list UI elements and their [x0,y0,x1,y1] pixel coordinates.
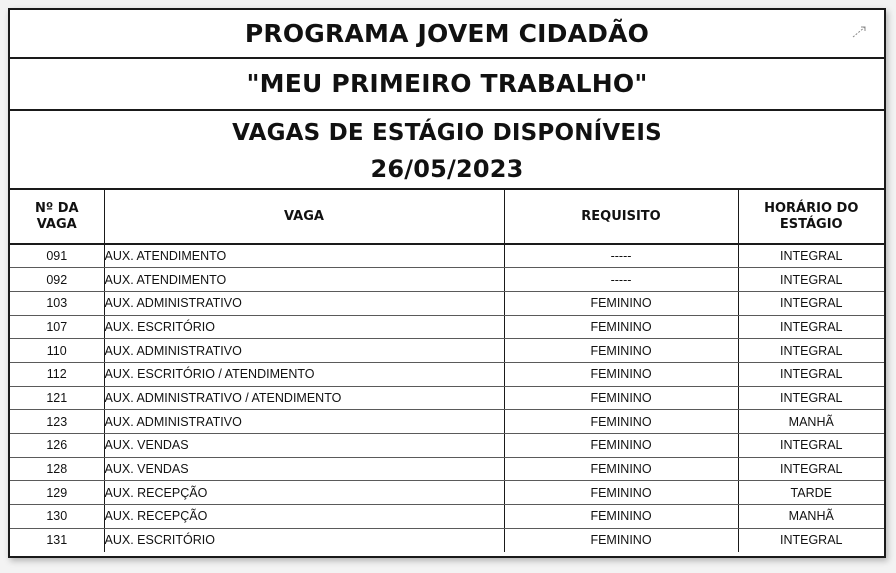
vacancy-title: AUX. ADMINISTRATIVO [104,410,504,434]
column-header-number-line2: VAGA [36,216,77,232]
table-row [10,481,884,505]
vacancy-requirement: FEMININO [504,291,738,315]
vacancy-requirement: FEMININO [504,362,738,386]
vacancy-title: AUX. ADMINISTRATIVO / ATENDIMENTO [104,386,504,410]
vacancy-requirement: ----- [504,244,738,268]
table-row [10,434,884,458]
vacancy-number: 103 [10,291,104,315]
vacancy-requirement: FEMININO [504,339,738,363]
vacancy-schedule: INTEGRAL [738,457,884,481]
table-row [10,386,884,410]
vacancy-title: AUX. ESCRITÓRIO / ATENDIMENTO [104,362,504,386]
vacancy-requirement: FEMININO [504,457,738,481]
column-header-horario [738,190,884,244]
vacancy-title: AUX. RECEPÇÃO [104,505,504,529]
vacancy-title: AUX. RECEPÇÃO [104,481,504,505]
vacancy-number: 126 [10,434,104,458]
table-row [10,339,884,363]
vacancy-schedule: INTEGRAL [738,339,884,363]
vacancy-number: 123 [10,410,104,434]
vacancy-title: AUX. ESCRITÓRIO [104,528,504,552]
vacancy-requirement: FEMININO [504,386,738,410]
vacancy-title: AUX. ESCRITÓRIO [104,315,504,339]
program-title: PROGRAMA JOVEM CIDADÃO [244,19,650,48]
table-row [10,362,884,386]
vacancy-requirement: FEMININO [504,410,738,434]
table-header-row [10,190,884,244]
column-header-horario-line2: ESTÁGIO [779,216,843,232]
vacancy-requirement: FEMININO [504,315,738,339]
program-subtitle: "MEU PRIMEIRO TRABALHO" [246,69,648,98]
table-row [10,505,884,529]
table-row [10,528,884,552]
vacancy-requirement: FEMININO [504,434,738,458]
vacancy-title: AUX. ATENDIMENTO [104,268,504,292]
vacancy-requirement: FEMININO [504,481,738,505]
vacancy-schedule: TARDE [738,481,884,505]
vacancies-heading: VAGAS DE ESTÁGIO DISPONÍVEIS [232,120,662,146]
column-header-number [10,190,104,244]
vacancy-number: 091 [10,244,104,268]
vacancy-schedule: INTEGRAL [738,434,884,458]
vacancy-sheet [8,8,886,558]
vacancy-title: AUX. ADMINISTRATIVO [104,291,504,315]
vacancy-requirement: FEMININO [504,505,738,529]
vacancy-title: AUX. ADMINISTRATIVO [104,339,504,363]
list-date: 26/05/2023 [370,155,524,183]
vacancies-table [10,190,884,552]
vacancy-requirement: ----- [504,268,738,292]
vacancy-number: 131 [10,528,104,552]
vacancy-schedule: INTEGRAL [738,291,884,315]
column-header-horario-line1: HORÁRIO DO [764,200,859,216]
column-header-requisito: REQUISITO [504,190,738,244]
program-title-banner [10,10,884,59]
vacancy-requirement: FEMININO [504,528,738,552]
vacancy-title: AUX. VENDAS [104,434,504,458]
vacancy-number: 121 [10,386,104,410]
table-row [10,315,884,339]
vacancy-schedule: INTEGRAL [738,268,884,292]
vacancy-schedule: MANHÃ [738,505,884,529]
table-row [10,291,884,315]
vacancy-schedule: MANHÃ [738,410,884,434]
vacancy-number: 110 [10,339,104,363]
vacancy-number: 128 [10,457,104,481]
column-header-number-line1: Nº DA [34,200,79,216]
vacancy-number: 130 [10,505,104,529]
column-header-vaga: VAGA [104,190,504,244]
vacancy-title: AUX. ATENDIMENTO [104,244,504,268]
vacancy-schedule: INTEGRAL [738,362,884,386]
vacancy-number: 092 [10,268,104,292]
vacancy-schedule: INTEGRAL [738,244,884,268]
expand-icon [850,24,870,40]
vacancies-heading-banner [10,111,884,190]
vacancy-schedule: INTEGRAL [779,533,843,548]
vacancy-number: 107 [10,315,104,339]
table-row [10,268,884,292]
table-row [10,457,884,481]
table-row [10,410,884,434]
vacancy-number: 112 [10,362,104,386]
table-row [10,244,884,268]
subtitle-banner [10,59,884,111]
vacancy-number: 129 [10,481,104,505]
vacancy-schedule: INTEGRAL [738,315,884,339]
vacancy-title: AUX. VENDAS [104,457,504,481]
vacancy-schedule: INTEGRAL [738,386,884,410]
